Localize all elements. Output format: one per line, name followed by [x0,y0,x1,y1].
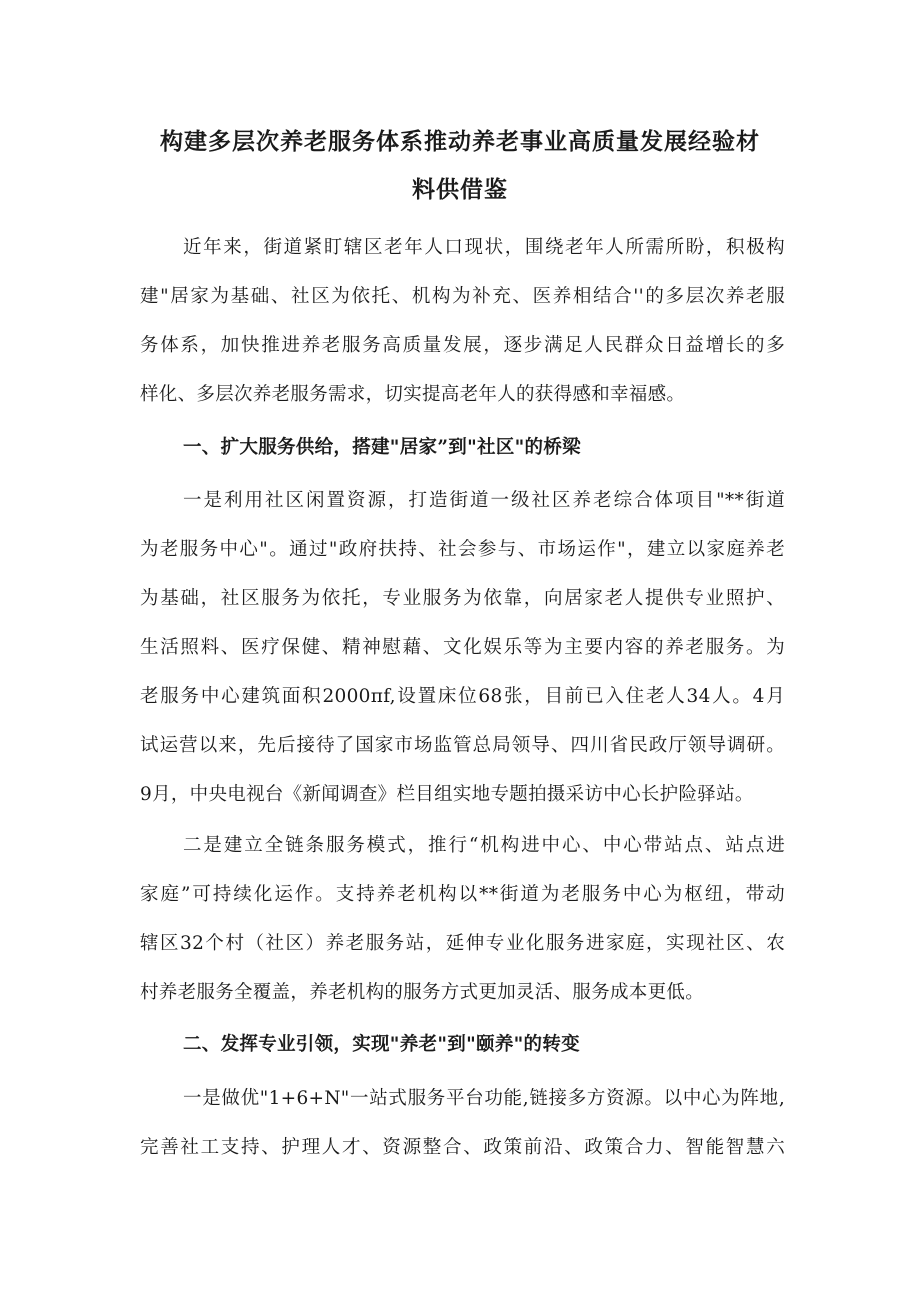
paragraph-line: 家庭”可持续化运作。支持养老机构以**街道为老服务中心为枢纽，带动 [140,884,785,905]
intro-line: 近年来，街道紧盯辖区老年人口现状，围绕老年人所需所盼，积极构 [183,237,785,258]
document-title-line-1: 构建多层次养老服务体系推动养老事业高质量发展经验材 [160,128,760,155]
intro-line: 建"居家为基础、社区为依托、机构为补充、医养相结合''的多层次养老服 [140,286,785,307]
paragraph-line: 辖区32个村（社区）养老服务站，延伸专业化服务进家庭，实现社区、农 [140,933,785,954]
section-heading-1: 一、扩大服务供给，搭建"居家”到"社区"的桥梁 [183,437,581,458]
intro-line: 样化、多层次养老服务需求，切实提高老年人的获得感和幸福感。 [140,384,686,405]
paragraph-line: 为基础，社区服务为依托，专业服务为依靠，向居家老人提供专业照护、 [140,588,785,609]
paragraph-line: 试运营以来，先后接待了国家市场监管总局领导、四川省民政厅领导调研。 [140,735,785,756]
paragraph-line: 村养老服务全覆盖，养老机构的服务方式更加灵活、服务成本更低。 [140,982,705,1003]
paragraph-line: 二是建立全链条服务模式，推行“机构进中心、中心带站点、站点进 [183,835,785,856]
paragraph-line: 一是利用社区闲置资源，打造街道一级社区养老综合体项目"**街道 [183,490,785,511]
intro-line: 务体系，加快推进养老服务高质量发展，逐步满足人民群众日益增长的多 [140,335,785,356]
paragraph-line: 为老服务中心"。通过"政府扶持、社会参与、市场运作"，建立以家庭养老 [140,539,785,560]
paragraph-line: 9月，中央电视台《新闻调查》栏目组实地专题拍摄采访中心长护险驿站。 [140,784,754,805]
document-title-line-2: 料供借鉴 [412,176,508,203]
paragraph-line: 一是做优"1+6+N"一站式服务平台功能,链接多方资源。以中心为阵地, [183,1088,785,1109]
paragraph-line: 生活照料、医疗保健、精神慰藉、文化娱乐等为主要内容的养老服务。为 [140,637,785,658]
section-heading-2: 二、发挥专业引领，实现"养老"到"颐养"的转变 [183,1034,580,1055]
paragraph-line: 老服务中心建筑面积2000πf,设置床位68张，目前已入住老人34人。4月 [140,686,785,707]
paragraph-line: 完善社工支持、护理人才、资源整合、政策前沿、政策合力、智能智慧六 [140,1137,785,1158]
